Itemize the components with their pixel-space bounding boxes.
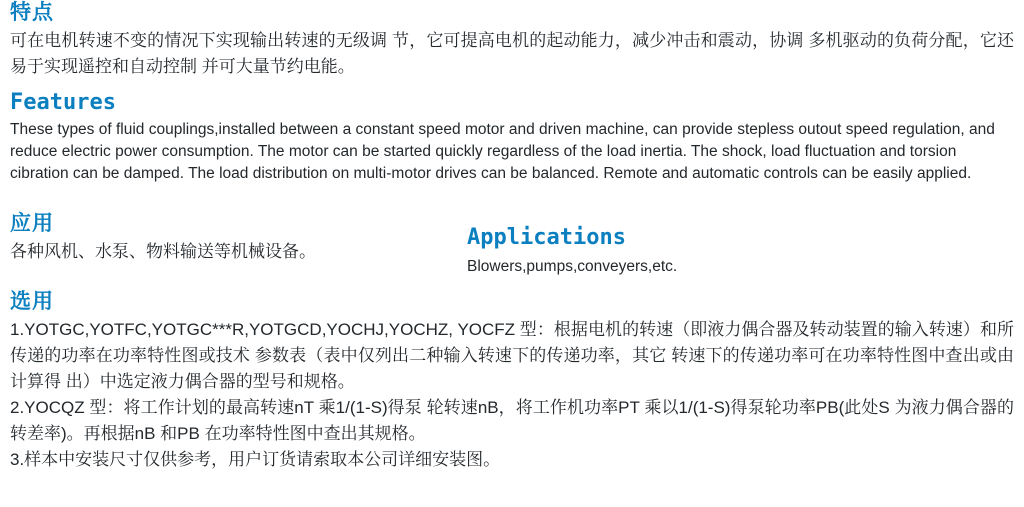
selection-section <box>0 289 1024 473</box>
features-body-cn: 可在电机转速不变的情况下实现输出转速的无级调 节，它可提高电机的起动能力，减少冲击和震动，协调 多机驱动的负荷分配，它还易于实现遥控和自动控制 并可大量节约电能。 <box>10 31 1014 76</box>
selection-item-1: 1.YOTGC,YOTFC,YOTGC***R,YOTGCD,YOCHJ,YOCHZ, YOCFZ 型：根据电机的转速（即液力偶合器及转动装置的输入转速）和所传递的功率在功率特性图或技术 参数表（表中仅列出二种输入转速下的传递功率，其它 转速下的传递功率可在功率特性图中查出或由计算得 出）中选定液力偶合器的型号和规格。 <box>10 320 1014 391</box>
selection-item-3: 3.样本中安装尺寸仅供参考，用户订货请索取本公司详细安装图。 <box>10 450 501 469</box>
selection-item-2: 2.YOCQZ 型：将工作计划的最高转速nT 乘1/(1-S)得泵 轮转速nB，将工作机功率PT 乘以1/(1-S)得泵轮功率PB(此处S 为液力偶合器的转差率)。再根据nB 和PB 在功率特性图中查出其规格。 <box>10 398 1014 443</box>
spacer <box>0 277 1024 289</box>
spacer <box>0 185 1024 211</box>
applications-right-column <box>455 211 1014 277</box>
selection-title-cn: 选用 <box>10 290 54 313</box>
applications-title-en: Applications <box>467 225 626 250</box>
applications-body-en: Blowers,pumps,conveyers,etc. <box>467 258 678 275</box>
applications-section <box>0 211 1024 277</box>
applications-title-cn: 应用 <box>10 212 54 235</box>
features-title-en: Features <box>10 90 116 115</box>
applications-left-column <box>10 211 455 265</box>
applications-body-cn: 各种风机、水泵、物料输送等机械设备。 <box>10 242 316 261</box>
features-title-cn: 特点 <box>10 1 54 24</box>
features-body-en: These types of fluid couplings,installed between a constant speed motor and driven machine, can provide stepless outout speed regulation, and reduce electric power consumption. The motor can be started quickly regardless of the load inertia. The shock, load fluctuation and torsion cibration can be damped. The load distribution on multi-motor drives can be balanced. Remote and automatic controls can be easily applied. <box>10 121 995 182</box>
spacer <box>10 80 1014 90</box>
features-section <box>0 0 1024 185</box>
